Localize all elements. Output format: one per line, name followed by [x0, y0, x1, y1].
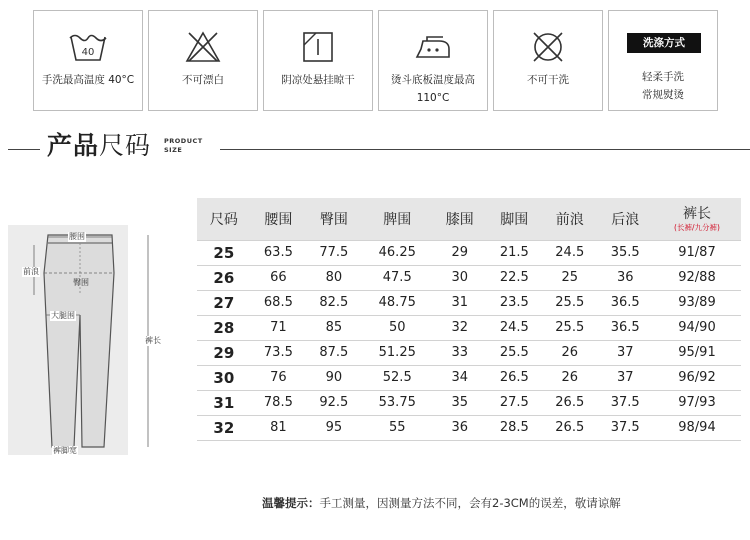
cell-back-rise: 37.5 — [598, 390, 653, 415]
subtitle-line2: SIZE — [164, 146, 183, 154]
wash-method-line1: 轻柔手洗 — [642, 71, 684, 83]
note-text: 手工测量，因测量方法不同，会有2-3CM的误差，敬请谅解 — [319, 496, 621, 510]
col-header-size: 尺码 — [209, 211, 238, 228]
cell-hip: 87.5 — [306, 340, 361, 365]
care-card-wash — [33, 10, 143, 111]
cell-back-rise: 36 — [598, 265, 653, 290]
cell-thigh: 52.5 — [362, 365, 433, 390]
col-header-length-label: 裤长 — [682, 205, 711, 222]
care-label-dryclean: 不可干洗 — [527, 74, 569, 86]
table-row — [197, 240, 741, 265]
table-row — [197, 390, 741, 415]
care-label-iron: 烫斗底板温度最高110°C — [391, 74, 475, 104]
cell-waist: 71 — [251, 315, 306, 340]
cell-back-rise: 35.5 — [598, 240, 653, 265]
cell-front-rise: 24.5 — [542, 240, 597, 265]
no-dry-clean-icon — [494, 29, 602, 69]
cell-length: 92/88 — [653, 265, 741, 290]
subtitle-line1: PRODUCT — [164, 137, 203, 145]
col-header-hip: 臀围 — [319, 211, 348, 228]
cell-back-rise: 37 — [598, 340, 653, 365]
care-label-dry: 阴凉处悬挂晾干 — [281, 74, 355, 86]
cell-size: 31 — [197, 390, 251, 415]
care-card-dryclean — [493, 10, 603, 111]
wash-40-icon — [34, 29, 142, 69]
cell-back-rise: 36.5 — [598, 290, 653, 315]
cell-hip: 80 — [306, 265, 361, 290]
iron-medium-icon — [379, 29, 487, 69]
cell-front-rise: 26.5 — [542, 415, 597, 440]
cell-knee: 30 — [433, 265, 487, 290]
cell-knee: 35 — [433, 390, 487, 415]
cell-waist: 81 — [251, 415, 306, 440]
cell-size: 27 — [197, 290, 251, 315]
cell-waist: 78.5 — [251, 390, 306, 415]
cell-size: 32 — [197, 415, 251, 440]
care-symbols-row — [33, 10, 718, 111]
cell-front-rise: 26.5 — [542, 390, 597, 415]
care-card-method — [608, 10, 718, 111]
cell-hem: 24.5 — [487, 315, 542, 340]
cell-knee: 32 — [433, 315, 487, 340]
cell-hem: 28.5 — [487, 415, 542, 440]
no-bleach-icon — [149, 29, 257, 69]
measurement-note — [262, 495, 621, 511]
header-rule-right — [220, 149, 750, 150]
cell-thigh: 46.25 — [362, 240, 433, 265]
cell-hip: 92.5 — [306, 390, 361, 415]
cell-back-rise: 37.5 — [598, 415, 653, 440]
cell-knee: 34 — [433, 365, 487, 390]
cell-back-rise: 37 — [598, 365, 653, 390]
col-header-knee: 膝围 — [445, 211, 474, 228]
cell-thigh: 48.75 — [362, 290, 433, 315]
cell-size: 26 — [197, 265, 251, 290]
cell-front-rise: 25.5 — [542, 315, 597, 340]
cell-thigh: 50 — [362, 315, 433, 340]
cell-size: 29 — [197, 340, 251, 365]
pants-diagram — [0, 215, 185, 465]
care-card-bleach — [148, 10, 258, 111]
cell-waist: 73.5 — [251, 340, 306, 365]
cell-back-rise: 36.5 — [598, 315, 653, 340]
cell-length: 93/89 — [653, 290, 741, 315]
cell-hem: 22.5 — [487, 265, 542, 290]
diagram-label-waist: 腰围 — [69, 232, 85, 241]
care-card-dry — [263, 10, 373, 111]
cell-thigh: 55 — [362, 415, 433, 440]
cell-thigh: 47.5 — [362, 265, 433, 290]
table-row — [197, 415, 741, 440]
cell-knee: 33 — [433, 340, 487, 365]
cell-hip: 95 — [306, 415, 361, 440]
wash-method-line2: 常规熨烫 — [642, 89, 684, 101]
col-header-back-rise: 后浪 — [611, 211, 640, 228]
cell-waist: 76 — [251, 365, 306, 390]
col-header-waist: 腰围 — [264, 211, 293, 228]
cell-hem: 27.5 — [487, 390, 542, 415]
cell-front-rise: 26 — [542, 365, 597, 390]
cell-front-rise: 26 — [542, 340, 597, 365]
cell-waist: 63.5 — [251, 240, 306, 265]
cell-hem: 25.5 — [487, 340, 542, 365]
care-label-bleach: 不可漂白 — [182, 74, 224, 86]
cell-hem: 21.5 — [487, 240, 542, 265]
cell-length: 98/94 — [653, 415, 741, 440]
cell-waist: 68.5 — [251, 290, 306, 315]
diagram-label-front-rise: 前浪 — [23, 267, 39, 276]
cell-hip: 77.5 — [306, 240, 361, 265]
note-prefix: 温馨提示： — [262, 496, 320, 510]
care-label-wash: 手洗最高温度 40°C — [41, 74, 135, 86]
table-row — [197, 265, 741, 290]
table-header-row — [197, 198, 741, 240]
cell-length: 94/90 — [653, 315, 741, 340]
cell-hem: 23.5 — [487, 290, 542, 315]
cell-thigh: 51.25 — [362, 340, 433, 365]
cell-length: 95/91 — [653, 340, 741, 365]
care-card-iron — [378, 10, 488, 111]
table-row — [197, 290, 741, 315]
cell-knee: 29 — [433, 240, 487, 265]
header-rule-left — [8, 149, 40, 150]
cell-knee: 36 — [433, 415, 487, 440]
cell-hip: 85 — [306, 315, 361, 340]
cell-knee: 31 — [433, 290, 487, 315]
cell-front-rise: 25.5 — [542, 290, 597, 315]
table-row — [197, 315, 741, 340]
cell-hem: 26.5 — [487, 365, 542, 390]
col-header-thigh: 脾围 — [383, 211, 412, 228]
diagram-label-hip: 臀围 — [73, 278, 89, 287]
page-title — [47, 128, 151, 164]
wash-method-badge: 洗涤方式 — [627, 33, 701, 53]
line-dry-shade-icon — [264, 29, 372, 69]
table-row — [197, 340, 741, 365]
cell-length: 96/92 — [653, 365, 741, 390]
col-header-front-rise: 前浪 — [555, 211, 584, 228]
diagram-label-hem: 裤脚宽 — [53, 446, 77, 455]
cell-size: 25 — [197, 240, 251, 265]
cell-waist: 66 — [251, 265, 306, 290]
title-light: 尺码 — [99, 131, 152, 160]
diagram-label-length: 裤长 — [145, 336, 161, 345]
table-row — [197, 365, 741, 390]
cell-size: 30 — [197, 365, 251, 390]
title-bold: 产品 — [47, 131, 100, 160]
col-header-length-sub: (长裤/九分裤) — [674, 222, 720, 232]
col-header-hem: 脚围 — [500, 211, 529, 228]
col-header-length — [653, 198, 741, 240]
cell-size: 28 — [197, 315, 251, 340]
table-body — [197, 240, 741, 440]
svg-text:40: 40 — [81, 47, 95, 58]
page-subtitle — [164, 137, 203, 155]
diagram-label-thigh: 大腿围 — [51, 311, 75, 320]
cell-hip: 82.5 — [306, 290, 361, 315]
cell-hip: 90 — [306, 365, 361, 390]
cell-length: 91/87 — [653, 240, 741, 265]
cell-front-rise: 25 — [542, 265, 597, 290]
cell-thigh: 53.75 — [362, 390, 433, 415]
size-table — [197, 198, 741, 441]
cell-length: 97/93 — [653, 390, 741, 415]
wash-method-text — [609, 68, 717, 104]
